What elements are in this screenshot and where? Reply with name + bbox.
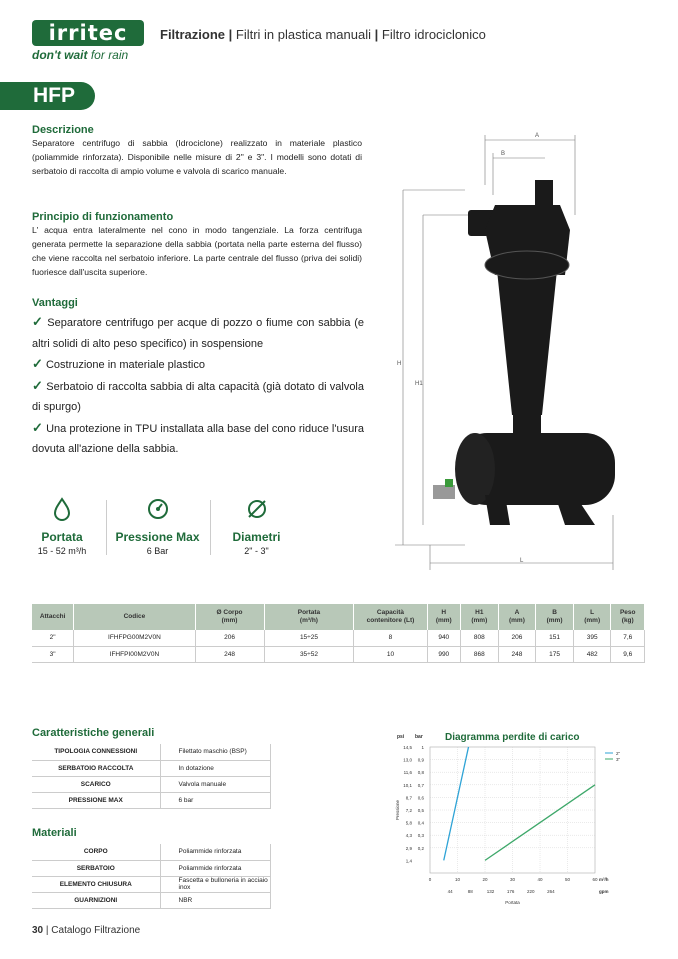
- table-cell: 3": [32, 646, 74, 662]
- table-row: [32, 844, 270, 860]
- table-cell: PRESSIONE MAX: [32, 792, 160, 808]
- check-icon: ✓: [32, 314, 44, 329]
- diameter-icon: [245, 497, 269, 521]
- spec-col: [110, 497, 205, 556]
- materiali-section: [32, 827, 271, 909]
- footer: 30 | Catalogo Filtrazione: [32, 925, 141, 936]
- y-unit-left: psi: [397, 734, 405, 740]
- table-header: H1 (mm): [460, 604, 498, 630]
- vantaggi-item-text: Costruzione in materiale plastico: [45, 359, 205, 371]
- y-tick-label-bar: 0,8: [417, 770, 424, 776]
- y-tick-label-psi: 8,7: [405, 795, 412, 801]
- table-row: [32, 876, 270, 892]
- footer-label: Catalogo Filtrazione: [51, 925, 141, 936]
- vantaggi-item: [32, 376, 364, 418]
- series-line: [444, 747, 469, 860]
- table-cell: 206: [498, 630, 536, 646]
- table-row: [32, 792, 270, 808]
- table-cell: CORPO: [32, 844, 160, 860]
- table-header: Portata (m³/h): [264, 604, 354, 630]
- logo-text: irritec: [48, 21, 128, 45]
- divider: [106, 500, 107, 555]
- table-cell: IFHFPI00M2V0N: [74, 646, 195, 662]
- spec-value: 6 Bar: [146, 546, 169, 556]
- x-tick-label-gpm: 88: [467, 889, 473, 894]
- caratteristiche-title: Caratteristiche generali: [32, 727, 155, 739]
- y-tick-label-psi: 1,4: [405, 858, 412, 864]
- table-cell: 15÷25: [264, 630, 354, 646]
- table-cell: SERBATOIO: [32, 860, 160, 876]
- table-cell: 2": [32, 630, 74, 646]
- vantaggi-item-text: Una protezione in TPU installata alla base del cono riduce l'usura dovuta all'azione della sabbia.: [32, 422, 364, 455]
- table-cell: 248: [195, 646, 264, 662]
- x-tick-label: 30: [509, 877, 516, 882]
- tagline-bold: don't wait: [32, 48, 88, 62]
- table-cell: TIPOLOGIA CONNESSIONI: [32, 744, 160, 760]
- spec-label: Diametri: [232, 530, 281, 544]
- spec-col: [22, 497, 102, 556]
- table-row: [32, 630, 645, 646]
- spec-value: 15 - 52 m³/h: [37, 546, 87, 556]
- y-tick-label-psi: 2,9: [405, 845, 412, 851]
- table-header: Attacchi: [32, 604, 74, 630]
- dim-H: H: [397, 361, 402, 367]
- breadcrumb-sep: |: [371, 27, 382, 42]
- table-cell: 6 bar: [160, 792, 270, 808]
- spec-label: Pressione Max: [115, 530, 200, 544]
- table-cell: 206: [195, 630, 264, 646]
- descrizione-section: [32, 124, 362, 178]
- page-number: 30: [32, 925, 44, 936]
- y-axis-label: Pressione: [395, 799, 400, 821]
- chart-title: Diagramma perdite di carico: [445, 732, 580, 743]
- y-tick-label-bar: 0,9: [417, 757, 424, 763]
- vantaggi-item: [32, 312, 364, 354]
- dim-A: A: [535, 133, 540, 139]
- vantaggi-title: Vantaggi: [32, 297, 78, 309]
- breadcrumb-1: Filtrazione: [160, 27, 226, 42]
- table-cell: SERBATOIO RACCOLTA: [32, 760, 160, 776]
- table-cell: Valvola manuale: [160, 776, 270, 792]
- x-tick-label-gpm: 264: [547, 889, 555, 894]
- x-tick-label: 0: [428, 877, 432, 882]
- y-tick-label-bar: 0,6: [417, 795, 424, 801]
- y-tick-label-bar: 0,3: [417, 833, 424, 839]
- x-tick-label: 50: [564, 877, 571, 882]
- vantaggi-item: [32, 418, 364, 460]
- table-cell: 175: [536, 646, 574, 662]
- table-header: Peso (kg): [611, 604, 645, 630]
- x-tick-label: 40: [537, 877, 543, 882]
- dim-L: L: [520, 558, 524, 564]
- table-row: [32, 892, 270, 908]
- table-cell: 8: [354, 630, 427, 646]
- x-tick-label: 10: [454, 877, 461, 882]
- descrizione-title: Descrizione: [32, 124, 94, 136]
- table-cell: 940: [427, 630, 460, 646]
- table-row: [32, 860, 270, 876]
- table-cell: 35÷52: [264, 646, 354, 662]
- caratteristiche-table: [32, 744, 271, 809]
- irritec-logo: [32, 20, 144, 46]
- divider: [210, 500, 211, 555]
- table-cell: 151: [536, 630, 574, 646]
- table-cell: In dotazione: [160, 760, 270, 776]
- table-cell: ELEMENTO CHIUSURA: [32, 876, 160, 892]
- spec-pressione: [110, 497, 205, 556]
- vantaggi-item-text: Separatore centrifugo per acque di pozzo o fiume con sabbia (e altri solidi di alto peso specifico) in sospensione: [32, 317, 364, 350]
- table-header: Codice: [74, 604, 195, 630]
- y-tick-label-bar: 0,4: [417, 820, 424, 826]
- vantaggi-section: [32, 297, 364, 460]
- x-axis-label: Portata: [505, 900, 520, 905]
- x-tick-label: 20: [482, 877, 488, 882]
- y-tick-label-psi: 10,1: [403, 782, 412, 788]
- drain-valve: [433, 485, 455, 499]
- table-cell: Poliammide rinforzata: [160, 860, 270, 876]
- table-cell: Fascetta e bulloneria in acciaio inox: [160, 876, 270, 892]
- x-tick-label-gpm: 176: [506, 889, 515, 894]
- principio-text: L' acqua entra lateralmente nel cono in modo tangenziale. La forza centrifuga generata permette la separazione della sabbia (portata nella parte esterna del flusso) che viene raccolta nel serbatoio inferiore. La parte centrale del flusso (priva dei solidi) fuoriesce dall'uscita superiore.: [32, 225, 362, 277]
- materiali-title: Materiali: [32, 827, 77, 839]
- x-tick-label-gpm: 132: [486, 889, 495, 894]
- table-header-row: [32, 604, 645, 630]
- x-unit-top: m³/h: [599, 877, 609, 882]
- product-drawing: [385, 125, 655, 575]
- table-cell: Filettato maschio (BSP): [160, 744, 270, 760]
- y-tick-label-bar: 1: [421, 745, 424, 750]
- x-tick-label-gpm: 44: [447, 889, 453, 894]
- x-tick-label-gpm: 220: [527, 889, 535, 894]
- table-row: [32, 646, 645, 662]
- y-tick-label-psi: 7,2: [405, 808, 412, 813]
- table-header: Capacità contenitore (Lt): [354, 604, 427, 630]
- check-icon: ✓: [32, 356, 43, 371]
- table-cell: SCARICO: [32, 776, 160, 792]
- y-tick-label-bar: 0,7: [417, 782, 424, 788]
- spec-value: 2" - 3": [244, 546, 269, 556]
- x-tick-label: 60: [592, 877, 598, 882]
- table-header: L (mm): [573, 604, 611, 630]
- table-cell: 868: [460, 646, 498, 662]
- y-tick-label-bar: 0,5: [417, 808, 424, 813]
- materiali-table: [32, 844, 271, 909]
- principio-section: [32, 211, 362, 279]
- table-header: A (mm): [498, 604, 536, 630]
- table-cell: IFHFPG00M2V0N: [74, 630, 195, 646]
- check-icon: ✓: [32, 419, 43, 435]
- spec-diametri: [214, 497, 299, 556]
- legend-label: 3": [616, 757, 621, 762]
- table-cell: NBR: [160, 892, 270, 908]
- table-cell: 9,6: [611, 646, 645, 662]
- table-cell: 248: [498, 646, 536, 662]
- table-cell: 395: [573, 630, 611, 646]
- table-cell: 7,6: [611, 630, 645, 646]
- pressure-loss-chart: [385, 725, 650, 915]
- y-tick-label-bar: 0,2: [417, 845, 424, 851]
- product-code: HFP: [33, 84, 75, 107]
- y-tick-label-psi: 14,5: [403, 745, 412, 750]
- breadcrumb-sep: |: [225, 27, 236, 42]
- table-cell: 990: [427, 646, 460, 662]
- table-cell: 482: [573, 646, 611, 662]
- y-tick-label-psi: 13,0: [403, 757, 412, 763]
- table-cell: 808: [460, 630, 498, 646]
- y-tick-label-psi: 4,3: [405, 833, 412, 839]
- spec-label: Portata: [41, 530, 83, 544]
- breadcrumb-3: Filtro idrociclonico: [381, 27, 486, 42]
- drop-icon: [51, 497, 73, 521]
- table-cell: 10: [354, 646, 427, 662]
- x-unit-bottom: gpm: [599, 889, 609, 894]
- y-tick-label-psi: 11,6: [403, 770, 412, 776]
- table-header: H (mm): [427, 604, 460, 630]
- y-unit-right: bar: [415, 734, 423, 740]
- breadcrumb-2: Filtri in plastica manuali: [235, 27, 371, 42]
- descrizione-text: Separatore centrifugo di sabbia (Idrociclone) realizzato in materiale plastico (poliammide rinforzata). Disponibile nelle misure di 2" e 3". I modelli sono dotati di serbatoio di raccolta di ampio volume e valvola di scarico manuale.: [32, 138, 362, 176]
- table-header: B (mm): [536, 604, 574, 630]
- legend-label: 2": [616, 751, 621, 756]
- tech-table: [32, 604, 645, 663]
- table-cell: GUARNIZIONI: [32, 892, 160, 908]
- caratteristiche-section: [32, 727, 271, 809]
- spec-portata: [22, 497, 102, 556]
- table-row: [32, 744, 270, 760]
- vantaggi-list: [32, 312, 364, 460]
- vantaggi-item: [32, 354, 364, 376]
- table-row: [32, 776, 270, 792]
- tagline: [32, 48, 128, 62]
- dim-H1: H1: [415, 381, 423, 387]
- table-row: [32, 760, 270, 776]
- y-tick-label-psi: 5,8: [405, 820, 412, 826]
- tagline-rest: for rain: [87, 48, 129, 62]
- principio-title: Principio di funzionamento: [32, 211, 174, 223]
- product-code-tab: [0, 82, 95, 110]
- vantaggi-item-text: Serbatoio di raccolta sabbia di alta capacità (già dotato di valvola di spurgo): [32, 380, 364, 413]
- spec-col: [214, 497, 299, 556]
- check-icon: ✓: [32, 377, 44, 393]
- breadcrumb: [160, 27, 486, 42]
- table-cell: Poliammide rinforzata: [160, 844, 270, 860]
- gauge-icon: [146, 497, 170, 521]
- dim-B: B: [501, 151, 506, 157]
- table-header: Ø Corpo (mm): [195, 604, 264, 630]
